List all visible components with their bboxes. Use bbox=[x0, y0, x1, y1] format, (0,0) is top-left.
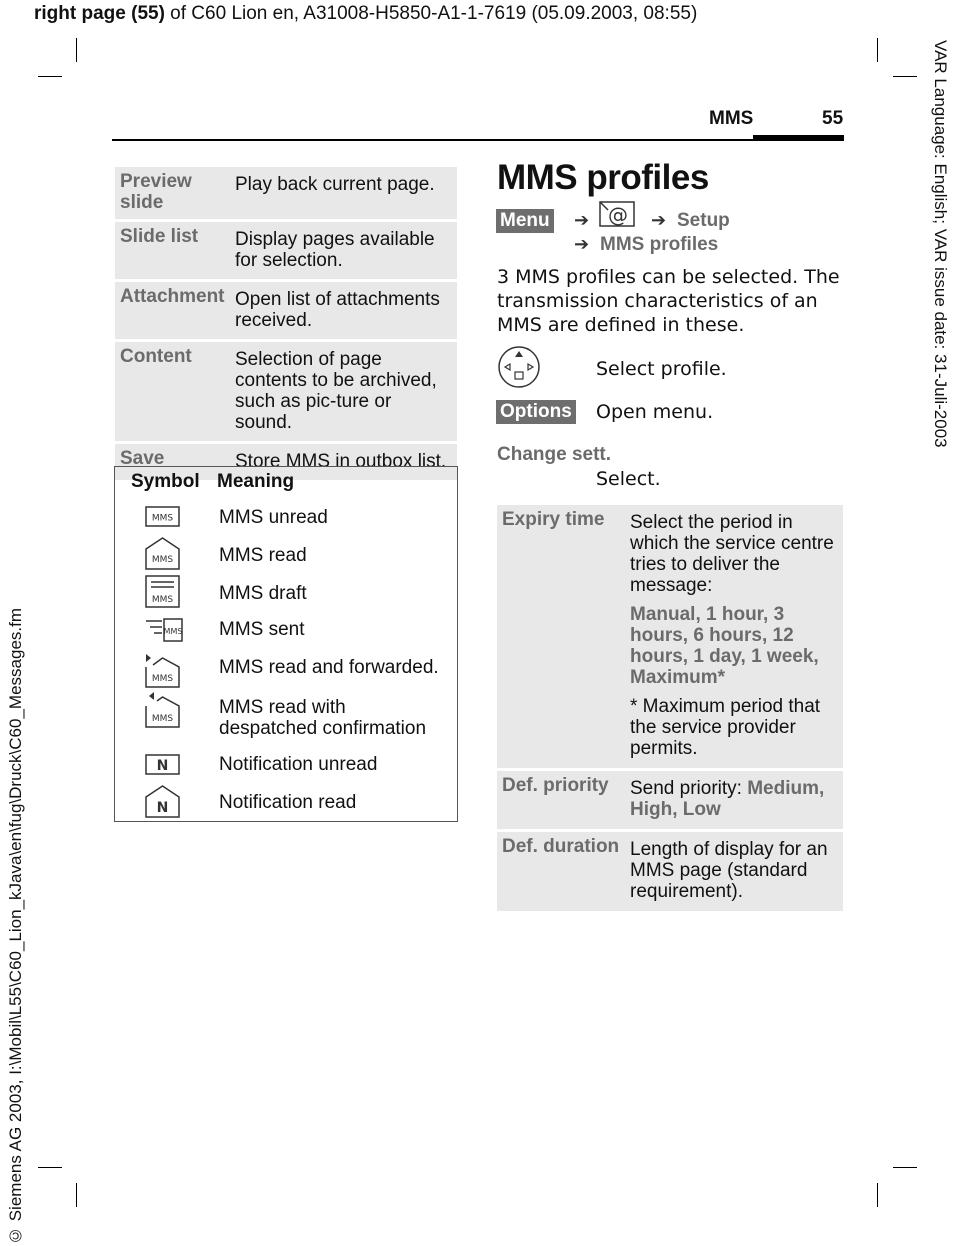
icon-label: MMS bbox=[151, 714, 174, 724]
menu-softkey: Menu bbox=[496, 209, 554, 233]
setting-desc bbox=[625, 505, 843, 768]
function-desc: Display pages available for selection. bbox=[235, 229, 435, 271]
symbol-meaning: MMS sent bbox=[219, 619, 305, 640]
function-desc: Open list of attachments received. bbox=[235, 289, 440, 331]
arrow-right-icon: ➔ bbox=[574, 234, 590, 254]
symbol-meaning: MMS read and forwarded. bbox=[219, 657, 439, 678]
navigation-key-icon bbox=[496, 345, 542, 389]
crop-mark bbox=[893, 76, 917, 77]
arrow-right-icon: ➔ bbox=[574, 210, 590, 230]
icon-label: N bbox=[156, 800, 169, 816]
priority-prefix: Send priority: bbox=[630, 778, 748, 799]
function-term: Attachment bbox=[120, 286, 225, 307]
symbol-meaning: Notification read bbox=[219, 792, 357, 813]
document-header-line bbox=[34, 3, 697, 25]
table-row bbox=[115, 222, 457, 279]
table-row bbox=[115, 282, 457, 339]
function-desc: Selection of page contents to be archived, such as pic-ture or sound. bbox=[235, 349, 437, 433]
notification-read-icon bbox=[145, 785, 181, 819]
table-row bbox=[497, 832, 843, 911]
select-text: Select. bbox=[596, 468, 661, 490]
expiry-note: * Maximum period that the service provider permits. bbox=[630, 696, 821, 759]
setting-term: Expiry time bbox=[502, 509, 605, 530]
symbol-meaning: MMS draft bbox=[219, 583, 307, 604]
icon-label: MMS bbox=[163, 627, 183, 636]
mms-read-icon bbox=[145, 537, 181, 571]
setting-term: Def. duration bbox=[502, 836, 620, 857]
intro-paragraph: 3 MMS profiles can be selected. The transmission characteristics of an MMS are defined in these. bbox=[497, 266, 840, 336]
arrow-right-icon: ➔ bbox=[651, 210, 667, 230]
function-table bbox=[115, 167, 457, 483]
options-softkey: Options bbox=[496, 400, 576, 424]
crop-mark bbox=[877, 38, 878, 62]
function-term: Preview slide bbox=[120, 171, 192, 213]
settings-table bbox=[497, 505, 843, 914]
function-term: Save bbox=[120, 448, 165, 469]
crop-mark bbox=[76, 38, 77, 62]
mms-sent-icon bbox=[145, 617, 183, 645]
symbol-column-header: Symbol bbox=[131, 471, 200, 492]
messages-envelope-icon bbox=[598, 200, 636, 228]
crop-mark bbox=[38, 1167, 62, 1168]
nav-setup: Setup bbox=[677, 210, 730, 231]
setting-term: Def. priority bbox=[502, 775, 609, 796]
symbol-meaning: MMS read with despatched confirmation bbox=[219, 697, 427, 739]
page-reference: right page (55) bbox=[34, 3, 165, 24]
meaning-column-header: Meaning bbox=[217, 471, 295, 492]
function-term: Slide list bbox=[120, 226, 199, 247]
mms-draft-icon bbox=[145, 575, 181, 609]
function-desc: Play back current page. bbox=[235, 174, 435, 195]
mms-forwarded-icon bbox=[145, 653, 181, 689]
table-row bbox=[497, 771, 843, 829]
symbol-meaning: MMS read bbox=[219, 545, 307, 566]
notification-unread-icon bbox=[145, 753, 181, 777]
icon-label: MMS bbox=[151, 595, 174, 605]
icon-label: MMS bbox=[151, 513, 174, 524]
priority-values: Medium, High, Low bbox=[630, 778, 825, 820]
icon-label: MMS bbox=[151, 674, 174, 684]
file-path-margin-note: © Siemens AG 2003, I:\Mobil\L55\C60_Lion_kJava\en\fug\Druck\C60_Messages.fm bbox=[6, 607, 25, 1245]
function-desc: Store MMS in outbox list. bbox=[235, 451, 447, 472]
table-row bbox=[115, 342, 457, 441]
header-rule bbox=[112, 139, 844, 141]
function-term: Content bbox=[120, 346, 192, 367]
crop-mark bbox=[38, 76, 62, 77]
language-margin-note: VAR Language: English; VAR issue date: 31-Juli-2003 bbox=[931, 40, 950, 448]
mms-despatched-icon bbox=[145, 691, 181, 729]
header-rule-accent bbox=[753, 135, 844, 141]
crop-mark bbox=[76, 1183, 77, 1207]
select-profile-text: Select profile. bbox=[596, 358, 727, 380]
expiry-description: Select the period in which the service centre tries to deliver the message: bbox=[630, 512, 834, 596]
svg-text:@: @ bbox=[608, 203, 628, 227]
crop-mark bbox=[877, 1183, 878, 1207]
setting-desc bbox=[625, 771, 843, 829]
icon-label: N bbox=[156, 758, 169, 774]
section-title: MMS bbox=[709, 108, 754, 129]
section-heading: MMS profiles bbox=[497, 158, 709, 197]
mms-unread-icon bbox=[145, 505, 181, 529]
symbol-meaning: Notification unread bbox=[219, 754, 378, 775]
nav-mms-profiles: MMS profiles bbox=[600, 234, 719, 255]
crop-mark bbox=[893, 1167, 917, 1168]
change-settings-label: Change sett. bbox=[497, 444, 612, 465]
setting-desc: Length of display for an MMS page (standard requirement). bbox=[630, 839, 828, 902]
document-id: of C60 Lion en, A31008-H5850-A1-1-7619 (05.09.2003, 08:55) bbox=[164, 3, 698, 24]
open-menu-text: Open menu. bbox=[596, 401, 714, 423]
page-number: 55 bbox=[822, 108, 844, 129]
symbol-meaning: MMS unread bbox=[219, 507, 328, 528]
expiry-options: Manual, 1 hour, 3 hours, 6 hours, 12 hours, 1 day, 1 week, Maximum* bbox=[630, 604, 819, 688]
icon-label: MMS bbox=[151, 555, 174, 565]
table-row bbox=[115, 167, 457, 219]
symbol-table bbox=[114, 466, 458, 822]
table-row bbox=[497, 505, 843, 768]
